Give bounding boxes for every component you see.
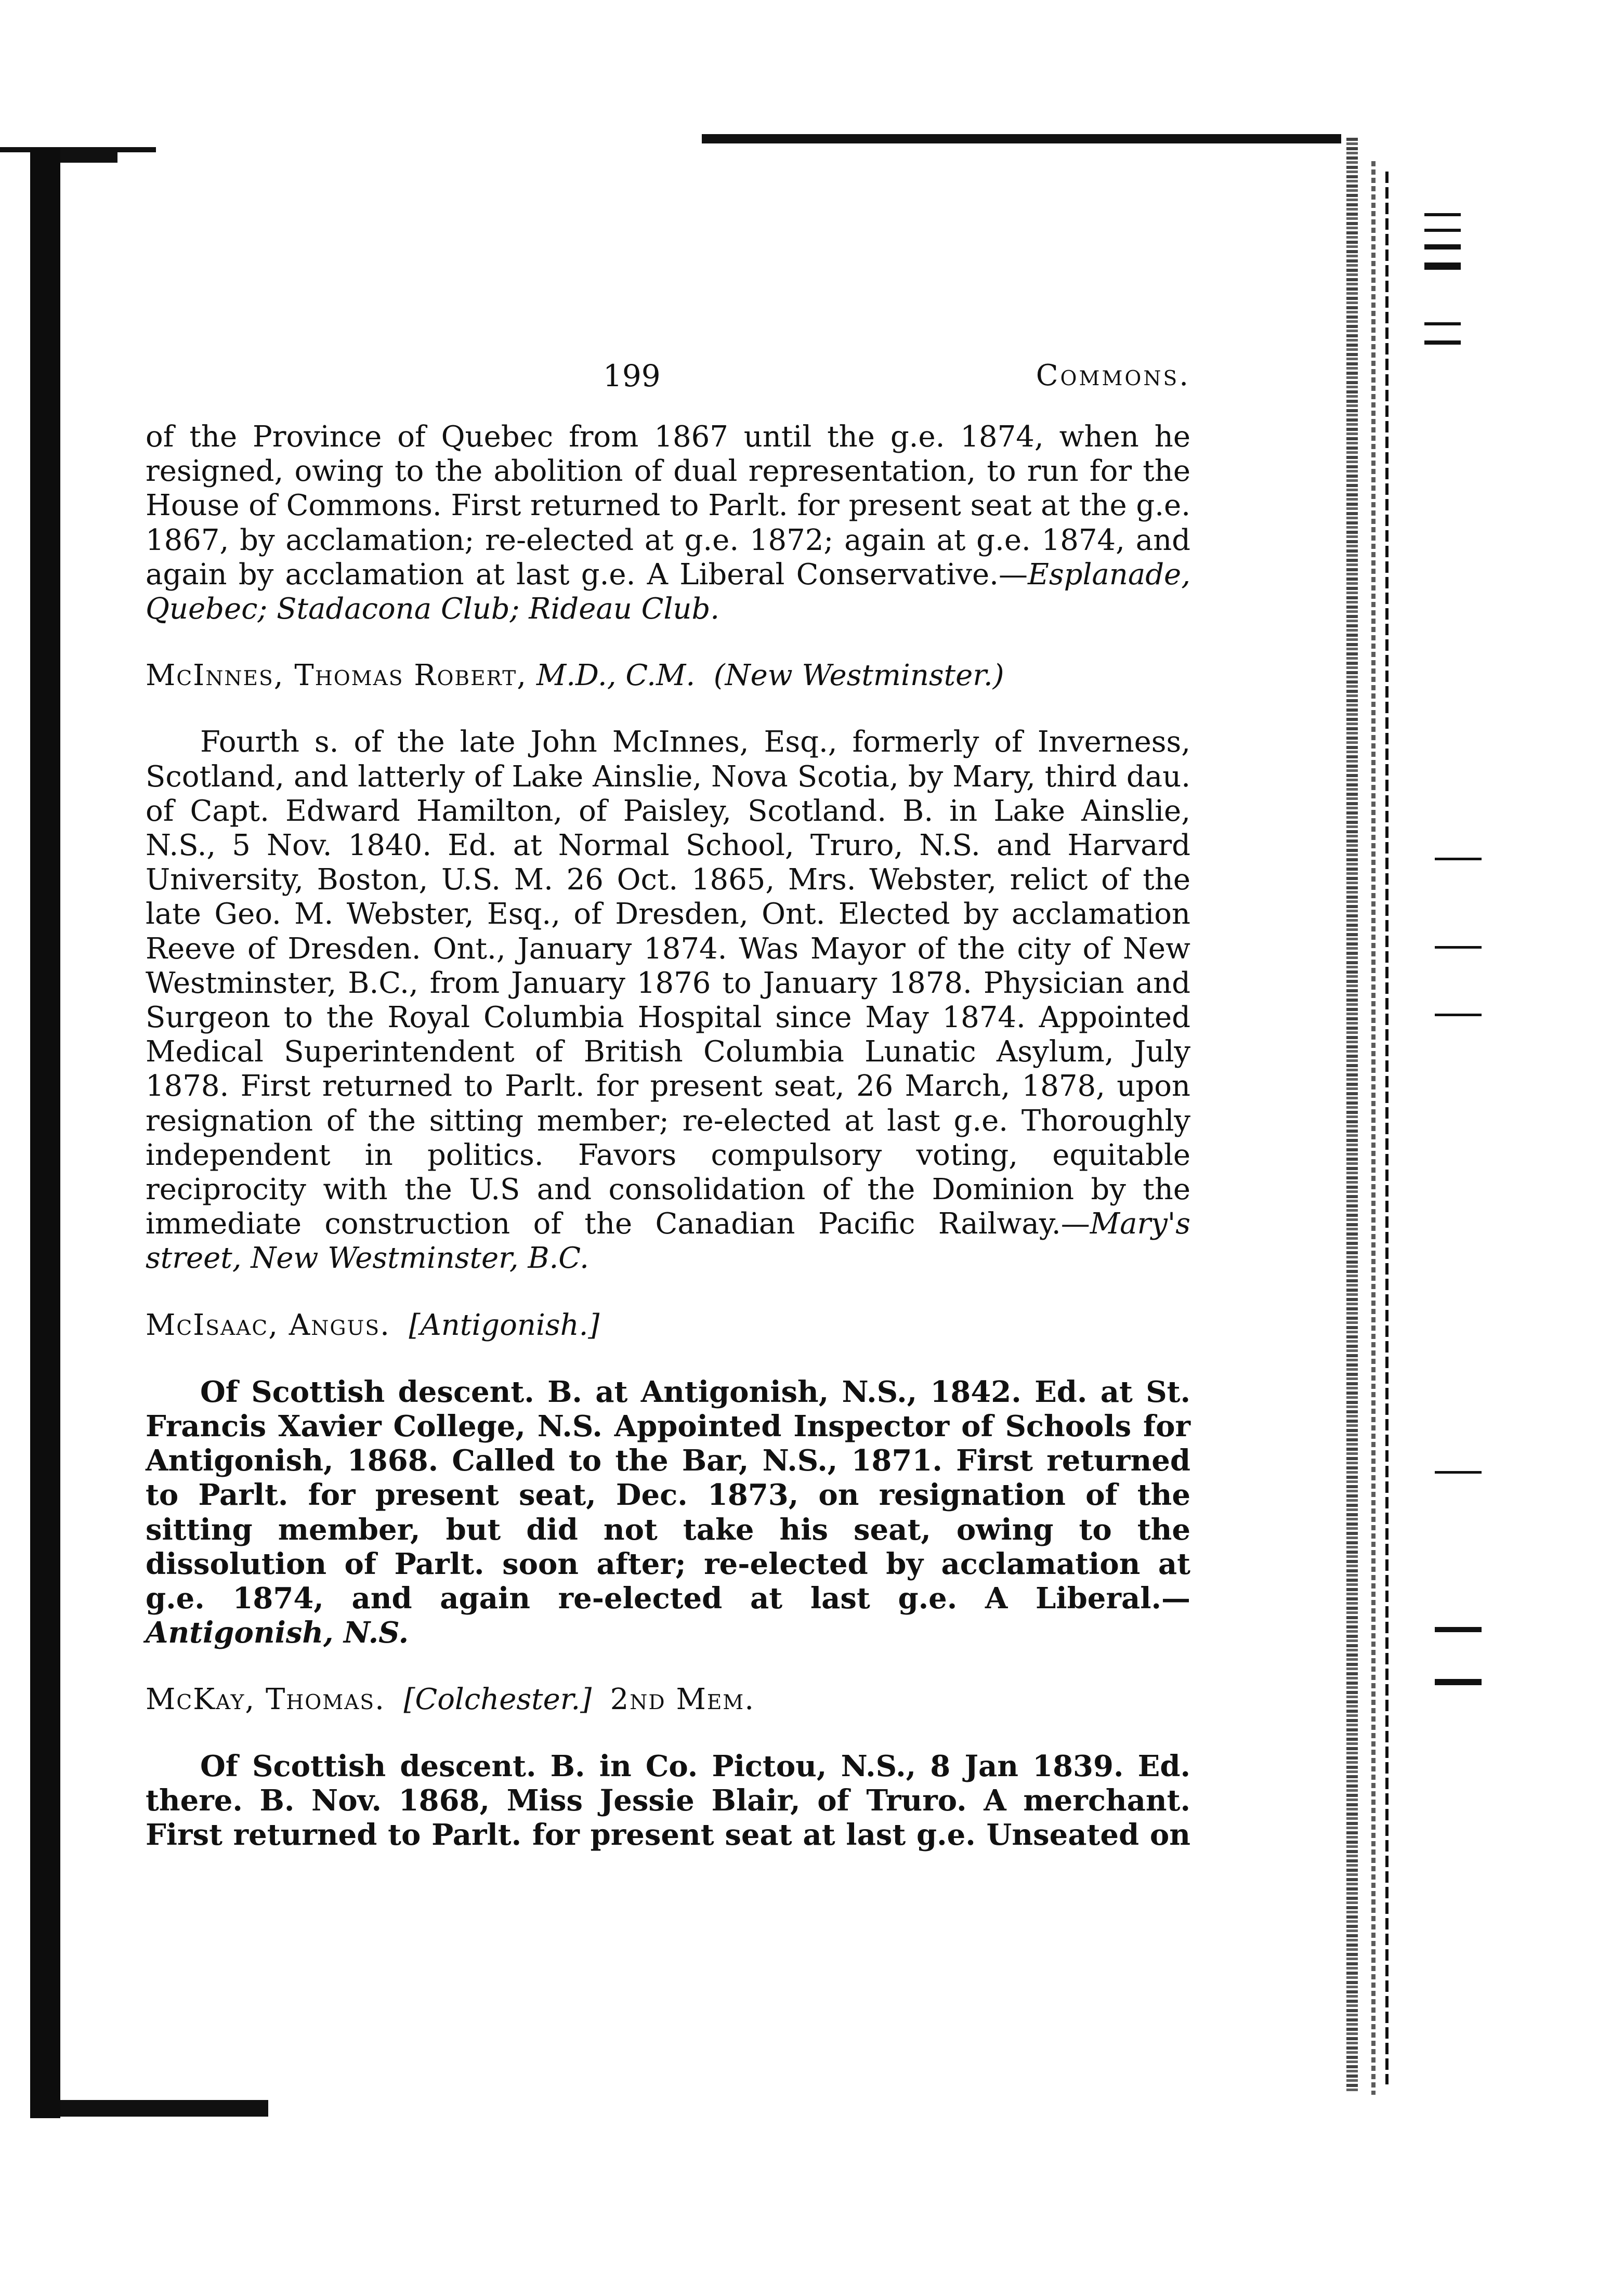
scan-edge-mark xyxy=(1424,322,1461,325)
scan-page-edge xyxy=(1346,138,1358,2092)
scan-binding-edge-top xyxy=(0,147,156,152)
scan-edge-mark xyxy=(1424,229,1461,232)
scan-page-edge-inner xyxy=(1371,161,1376,2095)
running-head xyxy=(146,359,1190,400)
biography-text: Fourth s. of the late John McInnes, Esq., formerly of Inverness, Scotland, and latterly of Lake Ainslie, Nova Scotia, by Mary, third dau. of Capt. Edward Hamilton, of Paisley, Scotland. B. in Lake Ainslie, N.S., 5 Nov. 1840. Ed. at Normal School, Truro, N.S. and Harvard University, Boston, U.S. M. 26 Oct. 1865, Mrs. Webster, relict of the late Geo. M. Webster, Esq., of Dresden, Ont. Elected by acclamation Reeve of Dresden. Ont., January 1874. Was Mayor of the city of New Westminster, B.C., from January 1876 to January 1878. Physician and Surgeon to the Royal Columbia Hospital since May 1874. Appointed Medical Superintendent of British Columbia Lunatic Asylum, July 1878. First returned to Parlt. for present seat, 26 March, 1878, upon resignation of the sitting member; re-elected at last g.e. Thoroughly independent in politics. Favors compulsory voting, equitable reciprocity with the U.S and consolidation of the Dominion by the immediate construction of the Canadian Pacific Railway.— xyxy=(146,725,1190,1241)
scan-edge-mark xyxy=(1424,340,1461,345)
constituency: [Antigonish.] xyxy=(409,1308,600,1342)
scan-binding-edge xyxy=(30,148,60,2118)
member-name: McKay, Thomas. xyxy=(146,1682,385,1716)
scan-edge-mark xyxy=(1435,858,1482,860)
entry-biography xyxy=(146,1375,1190,1650)
entry-heading xyxy=(146,659,1190,693)
entry-heading xyxy=(146,1683,1190,1717)
scan-page-edge-dots xyxy=(1385,172,1389,2084)
scan-binding-edge-bottom xyxy=(60,2100,268,2117)
scan-edge-mark xyxy=(1435,1471,1482,1474)
biography-address: Antigonish, N.S. xyxy=(146,1616,409,1650)
scan-edge-mark xyxy=(1424,262,1461,270)
scan-edge-mark xyxy=(1435,946,1482,949)
member-degrees: M.D., C.M. xyxy=(536,659,696,693)
constituency: [Colchester.] xyxy=(403,1682,592,1716)
scan-edge-mark xyxy=(1424,213,1461,216)
scan-edge-mark xyxy=(1435,1627,1482,1632)
scan-edge-mark xyxy=(1435,1679,1482,1685)
page-number: 199 xyxy=(603,358,661,393)
continuation-text: of the Province of Quebec from 1867 until the g.e. 1874, when he resigned, owing to the abolition of dual representation, to run for the House of Commons. First returned to Parlt. for present seat at the g.e. 1867, by acclamation; re-elected at g.e. 1872; again at g.e. 1874, and again by acclamation at last g.e. A Liberal Conservative.— xyxy=(146,420,1190,592)
scan-edge-mark xyxy=(1435,1014,1482,1016)
member-note: 2nd Mem. xyxy=(610,1682,755,1716)
scan-edge-mark xyxy=(1424,244,1461,250)
entry-biography xyxy=(146,1749,1190,1853)
running-section-title: Commons. xyxy=(1036,359,1190,392)
scan-binding-edge-top-inner xyxy=(60,152,117,163)
scan-top-edge xyxy=(702,134,1341,143)
entry-biography xyxy=(146,725,1190,1276)
continuation-address: Esplanade, Quebec; Stadacona Club; Rideau Club. xyxy=(146,557,1190,626)
constituency: (New Westminster.) xyxy=(713,659,1004,693)
entry-heading xyxy=(146,1308,1190,1343)
member-name: McInnes, Thomas Robert, xyxy=(146,659,528,693)
biography-text: Of Scottish descent. B. at Antigonish, N.S., 1842. Ed. at St. Francis Xavier College, N.S. Appointed Inspector of Schools for Antigonish, 1868. Called to the Bar, N.S., 1871. First returned to Parlt. for present seat, Dec. 1873, on resignation of the sitting member, but did not take his seat, owing to the dissolution of Parlt. soon after; re-elected by acclamation at g.e. 1874, and again re-elected at last g.e. A Liberal.— xyxy=(146,1374,1190,1616)
biography-address: Mary's street, New Westminster, B.C. xyxy=(146,1207,1190,1276)
continuation-paragraph xyxy=(146,420,1190,626)
member-name: McIsaac, Angus. xyxy=(146,1308,390,1342)
document-page xyxy=(146,359,1190,1852)
biography-text: Of Scottish descent. B. in Co. Pictou, N.S., 8 Jan 1839. Ed. there. B. Nov. 1868, Miss Jessie Blair, of Truro. A merchant. First returned to Parlt. for present seat at last g.e. Unseated on xyxy=(146,1749,1190,1853)
